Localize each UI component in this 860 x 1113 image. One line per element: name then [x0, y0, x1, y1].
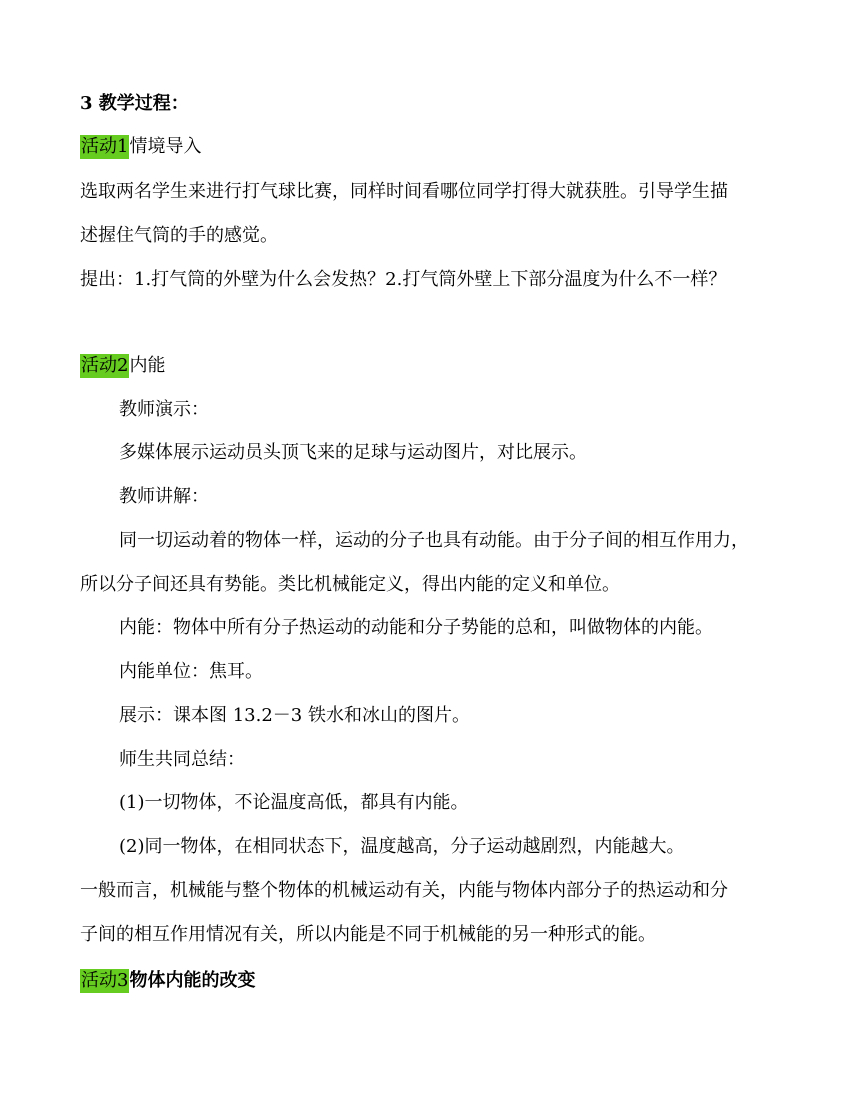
activity-2-heading — [80, 352, 800, 380]
summary-label: 师生共同总结： — [119, 749, 245, 770]
activity-1-paragraph-line: 述握住气筒的手的感觉。 — [80, 225, 278, 246]
lecture-label: 教师讲解： — [119, 486, 209, 507]
activity-2-number: 2 — [117, 355, 129, 376]
activity-1-tag: 活动1 — [81, 136, 129, 157]
textbook-figure-reference: 展示：课本图 13.2－3 铁水和冰山的图片。 — [119, 705, 470, 726]
demo-label: 教师演示： — [119, 399, 209, 420]
demo-text: 多媒体展示运动员头顶飞来的足球与运动图片，对比展示。 — [119, 442, 587, 463]
activity-3-title: 物体内能的改变 — [129, 970, 256, 991]
activity-2-title: 内能 — [129, 355, 166, 376]
section-title: 3 教学过程： — [80, 93, 189, 114]
activity-3-number: 3 — [117, 970, 129, 991]
activity-1-number: 1 — [117, 136, 129, 157]
activity-1-paragraph-line: 选取两名学生来进行打气球比赛，同样时间看哪位同学打得大就获胜。引导学生描 — [80, 181, 728, 202]
activity-2-tag: 活动2 — [81, 355, 129, 376]
activity-1-title: 情境导入 — [129, 136, 202, 157]
lecture-text-line: 所以分子间还具有势能。类比机械能定义，得出内能的定义和单位。 — [80, 574, 620, 595]
activity-3-heading — [80, 967, 800, 995]
comparison-text-line: 一般而言，机械能与整个物体的机械运动有关，内能与物体内部分子的热运动和分 — [80, 880, 728, 901]
internal-energy-unit: 内能单位：焦耳。 — [119, 661, 263, 682]
activity-1-heading — [80, 133, 800, 161]
internal-energy-definition: 内能：物体中所有分子热运动的动能和分子势能的总和，叫做物体的内能。 — [119, 617, 713, 638]
lecture-text-line: 同一切运动着的物体一样，运动的分子也具有动能。由于分子间的相互作用力， — [119, 530, 749, 551]
summary-point-1: (1)一切物体，不论温度高低，都具有内能。 — [119, 792, 469, 813]
comparison-text-line: 子间的相互作用情况有关，所以内能是不同于机械能的另一种形式的能。 — [80, 924, 656, 945]
activity-1-question: 提出：1.打气筒的外壁为什么会发热？2.打气筒外壁上下部分温度为什么不一样？ — [80, 269, 727, 290]
activity-3-tag: 活动3 — [81, 970, 129, 991]
summary-point-2: (2)同一物体，在相同状态下，温度越高，分子运动越剧烈，内能越大。 — [119, 836, 685, 857]
